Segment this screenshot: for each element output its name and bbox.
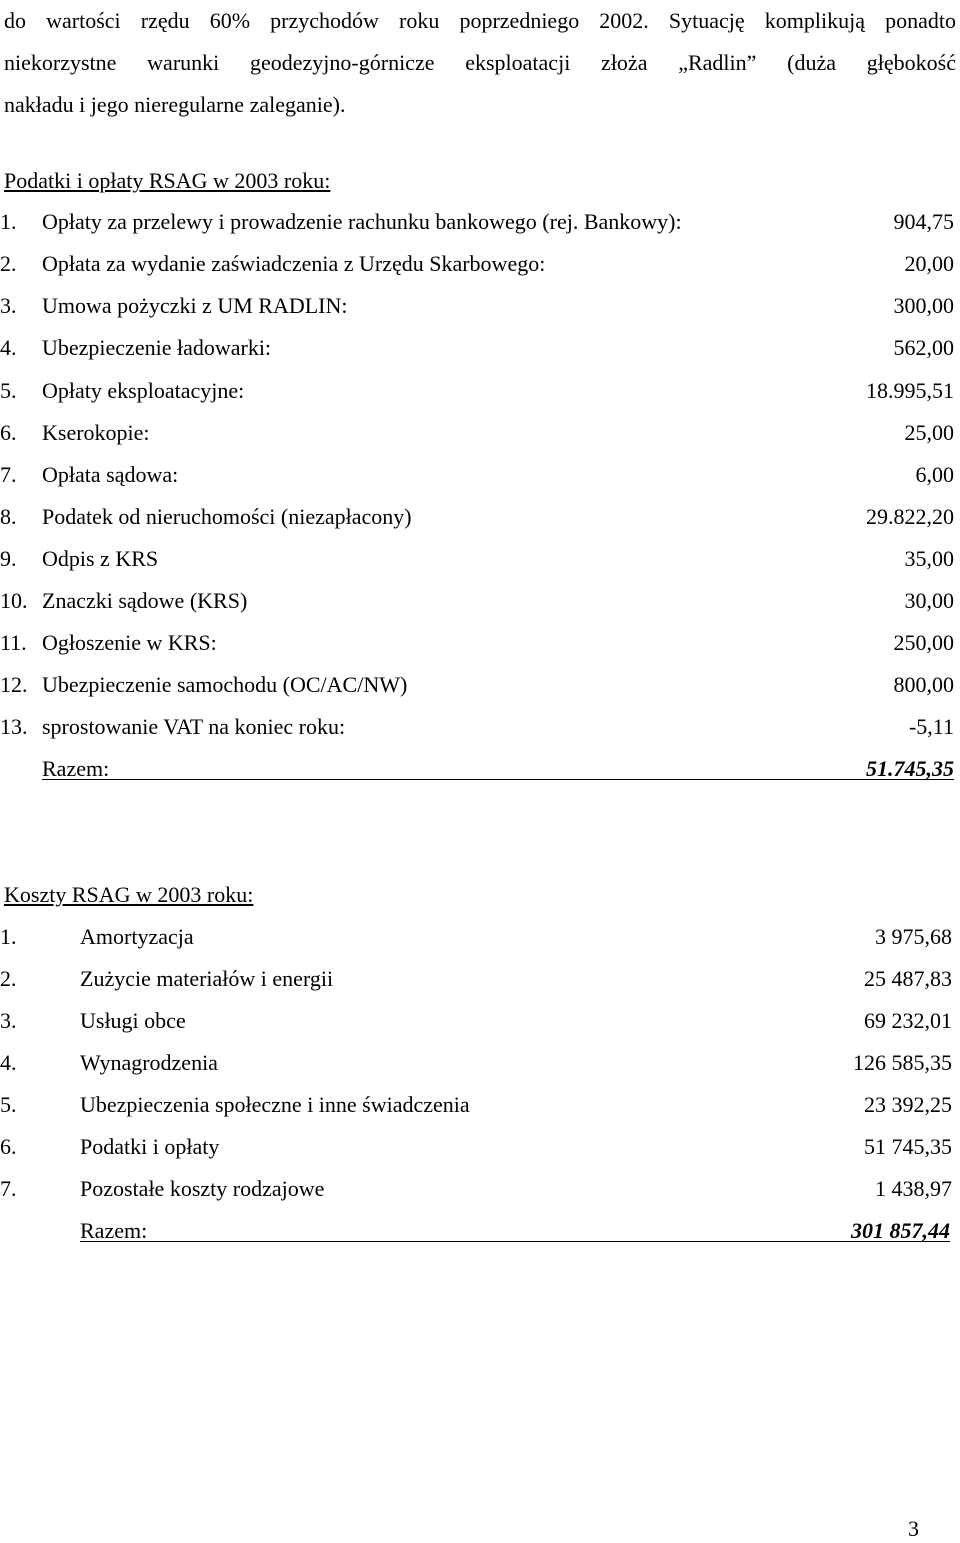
intro-paragraph bbox=[4, 0, 956, 126]
list-item bbox=[0, 334, 954, 362]
item-label: Kserokopie: bbox=[42, 420, 150, 445]
list-item bbox=[0, 923, 952, 951]
intro-line: nakładu i jego nieregularne zaleganie). bbox=[4, 92, 346, 117]
intro-line: do wartości rzędu 60% przychodów roku poprzedniego 2002. Sytuację komplikują ponadto bbox=[4, 8, 956, 33]
list-item bbox=[0, 377, 954, 405]
list-item bbox=[0, 250, 954, 278]
item-label: Ubezpieczenie samochodu (OC/AC/NW) bbox=[42, 672, 408, 697]
item-amount: 1 438,97 bbox=[875, 1176, 952, 1201]
list-item bbox=[0, 671, 954, 699]
item-amount: 562,00 bbox=[893, 335, 954, 360]
item-label: Opłaty za przelewy i prowadzenie rachunku bankowego (rej. Bankowy): bbox=[42, 209, 682, 234]
item-amount: 51 745,35 bbox=[864, 1134, 952, 1159]
item-amount: 300,00 bbox=[893, 293, 954, 318]
item-number: 5. bbox=[0, 1092, 17, 1117]
item-number: 1. bbox=[0, 209, 17, 234]
list-item bbox=[0, 1133, 952, 1161]
list-item bbox=[0, 629, 954, 657]
item-label: Podatki i opłaty bbox=[80, 1134, 220, 1159]
costs-total-row bbox=[80, 1216, 950, 1246]
list-item bbox=[0, 713, 954, 741]
item-number: 7. bbox=[0, 462, 17, 487]
item-amount: 20,00 bbox=[904, 251, 954, 276]
total-label: Razem: bbox=[80, 1218, 148, 1243]
item-number: 3. bbox=[0, 1008, 17, 1033]
costs-heading: Koszty RSAG w 2003 roku: bbox=[4, 882, 254, 907]
list-item bbox=[0, 587, 954, 615]
item-label: Usługi obce bbox=[80, 1008, 186, 1033]
item-number: 13. bbox=[0, 714, 28, 739]
item-label: Podatek od nieruchomości (niezapłacony) bbox=[42, 504, 412, 529]
item-label: Zużycie materiałów i energii bbox=[80, 966, 334, 991]
item-number: 11. bbox=[0, 630, 27, 655]
item-number: 1. bbox=[0, 924, 17, 949]
item-number: 4. bbox=[0, 1050, 17, 1075]
item-number: 5. bbox=[0, 378, 17, 403]
item-label: Opłata sądowa: bbox=[42, 462, 179, 487]
list-item bbox=[0, 1007, 952, 1035]
item-amount: 6,00 bbox=[915, 462, 954, 487]
item-label: Ubezpieczenia społeczne i inne świadczenia bbox=[80, 1092, 470, 1117]
item-label: Odpis z KRS bbox=[42, 546, 159, 571]
list-item bbox=[0, 292, 954, 320]
fees-total-row bbox=[42, 754, 954, 784]
intro-line: niekorzystne warunki geodezyjno-górnicze eksploatacji złoża „Radlin” (duża głębokość bbox=[4, 50, 956, 75]
list-item bbox=[0, 965, 952, 993]
item-label: sprostowanie VAT na koniec roku: bbox=[42, 714, 346, 739]
item-amount: 25,00 bbox=[904, 420, 954, 445]
item-number: 2. bbox=[0, 966, 17, 991]
page-number: 3 bbox=[908, 1516, 919, 1541]
item-label: Umowa pożyczki z UM RADLIN: bbox=[42, 293, 348, 318]
total-underline bbox=[80, 1241, 950, 1242]
item-amount: 25 487,83 bbox=[864, 966, 952, 991]
list-item bbox=[0, 461, 954, 489]
item-label: Amortyzacja bbox=[80, 924, 194, 949]
item-number: 3. bbox=[0, 293, 17, 318]
item-amount: 29.822,20 bbox=[866, 504, 954, 529]
fees-heading: Podatki i opłaty RSAG w 2003 roku: bbox=[4, 168, 331, 193]
item-number: 10. bbox=[0, 588, 28, 613]
item-amount: 69 232,01 bbox=[864, 1008, 952, 1033]
item-amount: 904,75 bbox=[893, 209, 954, 234]
item-number: 4. bbox=[0, 335, 17, 360]
item-label: Pozostałe koszty rodzajowe bbox=[80, 1176, 325, 1201]
list-item bbox=[0, 1175, 952, 1203]
list-item bbox=[0, 208, 954, 236]
item-number: 6. bbox=[0, 420, 17, 445]
item-label: Znaczki sądowe (KRS) bbox=[42, 588, 248, 613]
item-label: Opłata za wydanie zaświadczenia z Urzędu Skarbowego: bbox=[42, 251, 546, 276]
total-value: 301 857,44 bbox=[851, 1218, 950, 1243]
total-label: Razem: bbox=[42, 756, 110, 781]
item-number: 8. bbox=[0, 504, 17, 529]
list-item bbox=[0, 545, 954, 573]
item-amount: 35,00 bbox=[904, 546, 954, 571]
item-amount: 23 392,25 bbox=[864, 1092, 952, 1117]
list-item bbox=[0, 503, 954, 531]
list-item bbox=[0, 1091, 952, 1119]
item-number: 12. bbox=[0, 672, 28, 697]
total-underline bbox=[42, 779, 954, 780]
item-number: 9. bbox=[0, 546, 17, 571]
item-number: 7. bbox=[0, 1176, 17, 1201]
item-amount: 250,00 bbox=[893, 630, 954, 655]
total-value: 51.745,35 bbox=[866, 756, 954, 781]
item-amount: 30,00 bbox=[904, 588, 954, 613]
item-amount: -5,11 bbox=[908, 714, 954, 739]
list-item bbox=[0, 419, 954, 447]
item-label: Ubezpieczenie ładowarki: bbox=[42, 335, 272, 360]
item-label: Opłaty eksploatacyjne: bbox=[42, 378, 245, 403]
item-amount: 800,00 bbox=[893, 672, 954, 697]
item-label: Ogłoszenie w KRS: bbox=[42, 630, 217, 655]
item-number: 2. bbox=[0, 251, 17, 276]
item-label: Wynagrodzenia bbox=[80, 1050, 218, 1075]
item-number: 6. bbox=[0, 1134, 17, 1159]
item-amount: 126 585,35 bbox=[853, 1050, 952, 1075]
list-item bbox=[0, 1049, 952, 1077]
item-amount: 3 975,68 bbox=[875, 924, 952, 949]
item-amount: 18.995,51 bbox=[866, 378, 954, 403]
